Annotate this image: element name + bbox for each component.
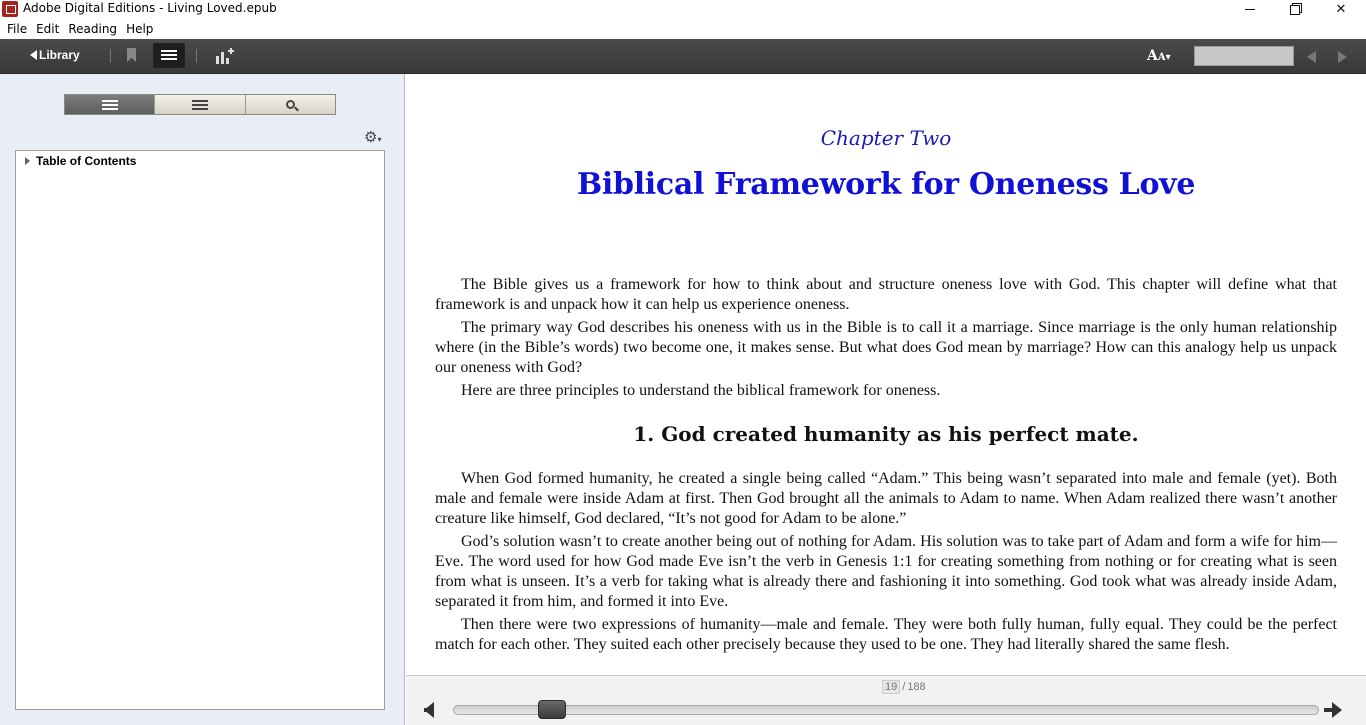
paragraph: When God formed humanity, he created a single being called “Adam.” This being wasn’t separated into male and female (yet). Both male and female were inside Adam at first. Then God brought all the animals to Adam to name. When Adam realized there wasn’t another creature like himself, God declared, “It’s not good for Adam to be alone.” bbox=[435, 470, 1337, 527]
page-indicator bbox=[882, 680, 926, 694]
page-number-input[interactable] bbox=[1194, 46, 1294, 66]
add-chart-icon[interactable] bbox=[216, 48, 234, 64]
library-label: Library bbox=[39, 48, 80, 62]
menu-file[interactable]: File bbox=[7, 22, 28, 36]
bookmark-list-icon bbox=[192, 100, 208, 110]
bookmark-icon[interactable] bbox=[127, 48, 136, 62]
search-tab[interactable] bbox=[246, 95, 335, 114]
table-of-contents-tab[interactable] bbox=[65, 95, 155, 114]
paragraph: The primary way God describes his oneness with us in the Bible is to call it a marriage. Since marriage is the only human relationship where (in the Bible’s words) two become one, it makes sense. But what does God mean by marriage? How can this analogy help us unpack our oneness with God? bbox=[435, 319, 1337, 376]
expand-triangle-icon[interactable] bbox=[25, 157, 30, 165]
back-triangle-icon bbox=[30, 50, 37, 60]
toc-list-icon bbox=[102, 100, 118, 110]
window-title: Adobe Digital Editions - Living Loved.epub bbox=[23, 1, 277, 15]
current-page[interactable]: 19 bbox=[882, 680, 900, 694]
gear-glyph: ⚙ bbox=[364, 128, 378, 146]
adobe-digital-editions-icon bbox=[2, 1, 18, 17]
previous-page-arrow-icon[interactable] bbox=[424, 702, 434, 718]
toc-tree bbox=[15, 150, 385, 710]
reader-toolbar bbox=[0, 39, 1366, 74]
toolbar-divider bbox=[196, 49, 197, 63]
menu-bar bbox=[0, 19, 1366, 39]
font-size-large-a: A bbox=[1147, 48, 1158, 64]
font-size-icon[interactable]: AA▾ bbox=[1147, 48, 1171, 64]
minimize-button[interactable] bbox=[1227, 0, 1273, 19]
paragraph: God’s solution wasn’t to create another being out of nothing for Adam. His solution was to take part of Adam and form a wife for him— Eve. The word used for how God made Eve isn’t the verb in Genesis 1:1 for creating something from nothing or for creating what is seen from what is unseen. It’s a verb for taking what is already there and fashioning it into something. God took what was already inside Adam, separated it from him, and formed it into Eve. bbox=[435, 533, 1337, 610]
paragraph: The Bible gives us a framework for how to think about and structure oneness love with God. This chapter will define what that framework is and unpack how it can help us experience oneness. bbox=[435, 276, 1337, 313]
chapter-title: Biblical Framework for Oneness Love bbox=[576, 167, 1196, 202]
menu-help[interactable]: Help bbox=[126, 22, 154, 36]
prev-page-icon[interactable] bbox=[1307, 51, 1316, 63]
sidebar-tab-group bbox=[64, 94, 336, 115]
menu-edit[interactable]: Edit bbox=[36, 22, 60, 36]
bookmarks-tab[interactable] bbox=[155, 95, 245, 114]
menu-reading[interactable]: Reading bbox=[68, 22, 118, 36]
page-slider-thumb[interactable] bbox=[538, 700, 566, 719]
page-separator: / bbox=[902, 681, 906, 693]
list-view-button[interactable] bbox=[153, 43, 185, 68]
total-pages: 188 bbox=[907, 681, 926, 693]
next-page-icon[interactable] bbox=[1338, 51, 1347, 63]
toolbar-divider bbox=[110, 49, 111, 63]
toc-item[interactable] bbox=[25, 154, 136, 168]
gear-icon[interactable] bbox=[364, 128, 381, 146]
paragraph: Here are three principles to understand the biblical framework for oneness. bbox=[461, 382, 941, 399]
chapter-label: Chapter Two bbox=[820, 126, 952, 150]
page-navigation-bar bbox=[406, 675, 1366, 725]
toc-item-label: Table of Contents bbox=[36, 154, 137, 168]
reading-pane bbox=[406, 74, 1366, 675]
section-heading: 1. God created humanity as his perfect mate. bbox=[633, 422, 1139, 446]
page-slider-track[interactable] bbox=[453, 705, 1319, 715]
search-icon bbox=[286, 100, 295, 109]
font-size-small-a: A bbox=[1157, 52, 1166, 63]
close-button[interactable]: ✕ bbox=[1335, 2, 1347, 17]
next-page-arrow-icon[interactable] bbox=[1332, 702, 1342, 718]
list-view-icon bbox=[161, 50, 177, 62]
sidebar-panel bbox=[0, 74, 405, 725]
restore-button[interactable] bbox=[1272, 0, 1318, 19]
title-bar bbox=[0, 0, 1366, 19]
gear-caret: ▾ bbox=[377, 135, 382, 144]
library-button[interactable] bbox=[30, 48, 80, 62]
paragraph: Then there were two expressions of humanity—male and female. They were both fully human, fully equal. They could be the perfect match for each other. They suited each other precisely because they used to be one. They had literally shared the same flesh. bbox=[435, 616, 1337, 653]
